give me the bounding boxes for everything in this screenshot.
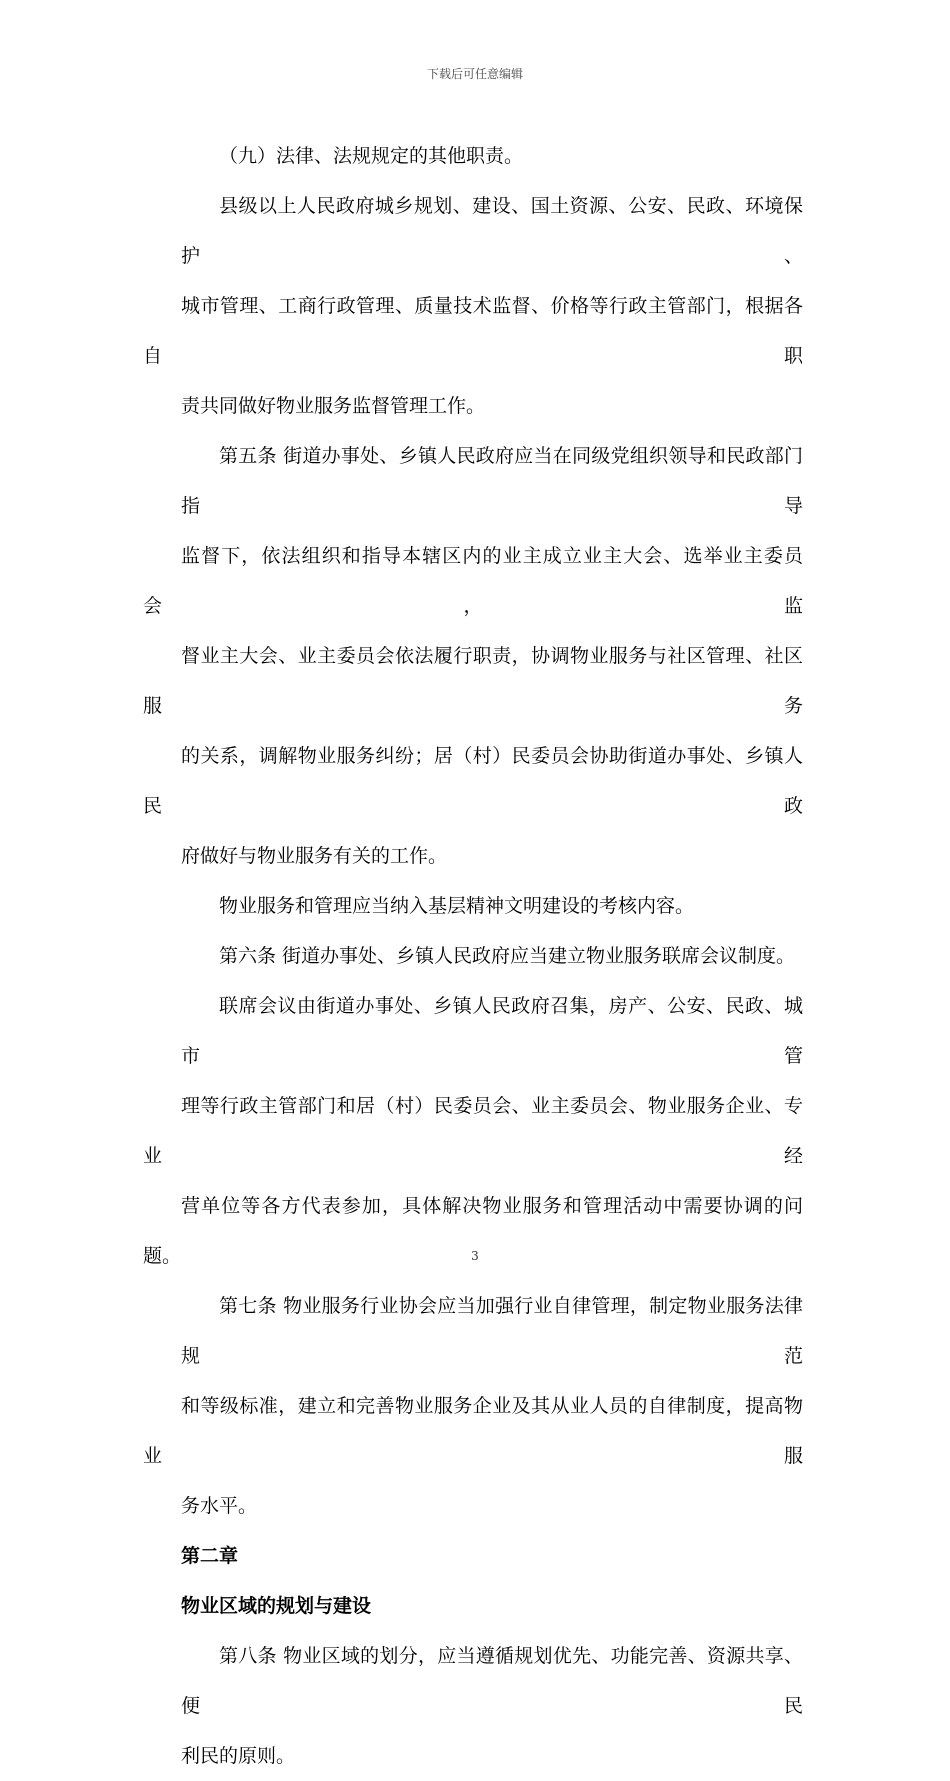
text-line: 第七条 物业服务行业协会应当加强行业自律管理，制定物业服务法律规范 [181, 1295, 803, 1367]
text-line: 责共同做好物业服务监督管理工作。 [181, 395, 486, 417]
text-line: 联席会议由街道办事处、乡镇人民政府召集，房产、公安、民政、城市管 [181, 995, 803, 1067]
paragraph-article-8 [143, 1631, 803, 1781]
text-line: 监督下，依法组织和指导本辖区内的业主成立业主大会、选举业主委员会，监 [143, 545, 803, 617]
text-line: 的关系，调解物业服务纠纷；居（村）民委员会协助街道办事处、乡镇人民政 [143, 745, 803, 817]
chapter-title: 物业区域的规划与建设 [181, 1595, 372, 1617]
text-line: 第五条 街道办事处、乡镇人民政府应当在同级党组织领导和民政部门指导 [181, 445, 803, 517]
text-line: （九）法律、法规规定的其他职责。 [219, 145, 524, 167]
paragraph-duty-9 [143, 131, 803, 181]
paragraph-article-7 [143, 1281, 803, 1531]
paragraph-article-6 [143, 931, 803, 981]
page-number: 3 [471, 1249, 479, 1263]
text-line: 府做好与物业服务有关的工作。 [181, 845, 448, 867]
text-line: 营单位等各方代表参加，具体解决物业服务和管理活动中需要协调的问题。 [143, 1195, 803, 1267]
chapter-heading: 第二章 [181, 1545, 239, 1567]
text-line: 督业主大会、业主委员会依法履行职责，协调物业服务与社区管理、社区服务 [143, 645, 803, 717]
text-line: 务水平。 [181, 1495, 258, 1517]
text-line: 县级以上人民政府城乡规划、建设、国土资源、公安、民政、环境保护、 [181, 195, 803, 267]
text-line: 城市管理、工商行政管理、质量技术监督、价格等行政主管部门，根据各自职 [143, 295, 803, 367]
paragraph-article-5 [143, 431, 803, 881]
text-line: 和等级标准，建立和完善物业服务企业及其从业人员的自律制度，提高物业服 [143, 1395, 803, 1467]
paragraph-civilization-assessment [143, 881, 803, 931]
paragraph-joint-meeting [143, 981, 803, 1281]
text-line: 第八条 物业区域的划分，应当遵循规划优先、功能完善、资源共享、便民 [181, 1645, 803, 1717]
text-line: 利民的原则。 [181, 1745, 296, 1767]
paragraph-county-departments [143, 181, 803, 431]
text-line: 物业服务和管理应当纳入基层精神文明建设的考核内容。 [219, 895, 695, 917]
page-header: 下载后可任意编辑 [426, 67, 523, 81]
document-body [143, 131, 803, 1781]
text-line: 理等行政主管部门和居（村）民委员会、业主委员会、物业服务企业、专业经 [143, 1095, 803, 1167]
text-line: 第六条 街道办事处、乡镇人民政府应当建立物业服务联席会议制度。 [219, 945, 796, 967]
